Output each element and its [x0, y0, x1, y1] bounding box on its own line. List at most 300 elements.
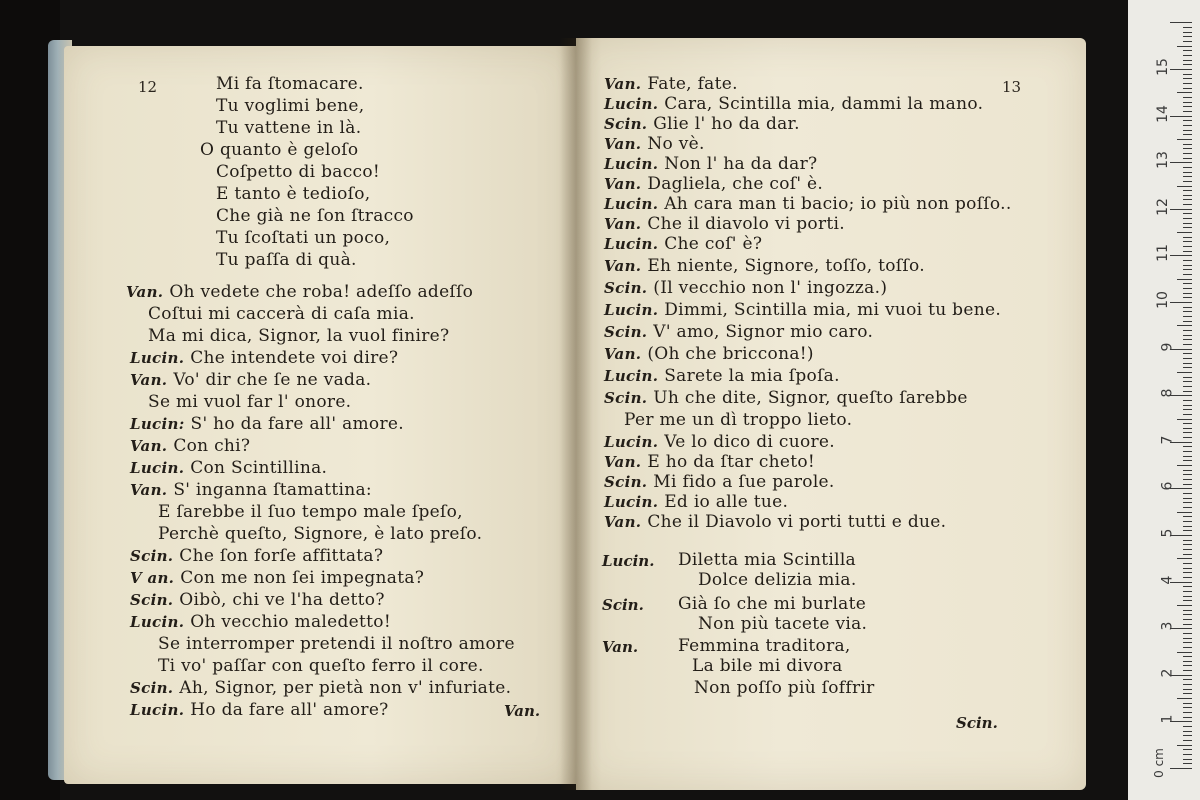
ruler-tick — [1183, 656, 1192, 657]
book-gutter — [560, 38, 592, 790]
speaker-name: Lucin. — [130, 613, 185, 631]
ruler-tick — [1183, 586, 1192, 587]
ruler-tick — [1183, 55, 1192, 56]
line-text: Oh vedete che roba! adeſſo adeſſo — [169, 282, 474, 302]
ruler-number: 14 — [1155, 104, 1172, 123]
ruler-tick — [1183, 246, 1192, 247]
right-page-line — [604, 366, 840, 386]
verse-line: Femmina traditora, — [678, 636, 851, 656]
ruler-tick — [1183, 474, 1192, 475]
speaker-name: Van. — [604, 135, 642, 153]
left-page-line — [130, 568, 424, 588]
ruler-tick — [1183, 125, 1192, 126]
ruler-tick — [1183, 530, 1192, 531]
ruler-tick — [1183, 41, 1192, 42]
left-page-line — [216, 96, 364, 116]
line-text: (Il vecchio non l' ingozza.) — [653, 278, 888, 298]
speaker-name: Scin. — [604, 115, 648, 133]
right-page-line — [604, 388, 968, 408]
line-text: Glie l' ho da dar. — [653, 114, 800, 134]
ruler-tick — [1183, 199, 1192, 200]
ruler-tick — [1183, 526, 1192, 527]
line-text: Tu ſcoſtati un poco, — [216, 228, 391, 248]
ruler-unit-label: 0 cm — [1152, 748, 1167, 778]
left-page-line — [158, 524, 482, 544]
speaker-name: Scin. — [604, 323, 648, 341]
ruler-number: 13 — [1155, 151, 1172, 170]
line-text: E ſarebbe il ſuo tempo male ſpeſo, — [158, 502, 463, 522]
ruler-tick — [1183, 749, 1192, 750]
speaker-name: Lucin. — [604, 235, 659, 253]
ruler-tick — [1183, 735, 1192, 736]
line-text: Ho da fare all' amore? — [190, 700, 389, 720]
ruler-number: 4 — [1159, 575, 1176, 585]
ruler-tick — [1177, 652, 1192, 653]
right-page-line — [604, 174, 823, 194]
open-book — [48, 18, 1088, 788]
ruler-tick — [1183, 358, 1192, 359]
ruler-number: 1 — [1159, 714, 1176, 724]
ruler-tick — [1183, 610, 1192, 611]
ruler-tick — [1183, 540, 1192, 541]
ruler-number: 2 — [1159, 668, 1176, 678]
ruler-tick — [1183, 591, 1192, 592]
ruler-tick — [1183, 316, 1192, 317]
right-page-line — [604, 492, 788, 512]
ruler-tick — [1177, 92, 1192, 93]
line-text: Tu vattene in là. — [216, 118, 362, 138]
left-catchword: Van. — [504, 702, 541, 720]
ruler-tick — [1183, 689, 1192, 690]
line-text: O quanto è geloſo — [200, 140, 359, 160]
ruler-tick — [1183, 227, 1192, 228]
ruler-tick — [1177, 186, 1192, 187]
line-text: Ah, Signor, per pietà non v' infuriate. — [179, 678, 512, 698]
verse-line: Già ſo che mi burlate — [678, 594, 867, 614]
ruler-tick — [1183, 600, 1192, 601]
right-page-line — [604, 134, 705, 154]
ruler-tick — [1177, 232, 1192, 233]
ruler-tick — [1183, 111, 1192, 112]
ruler-tick — [1183, 763, 1192, 764]
ruler-tick — [1183, 759, 1192, 760]
speaker-name: Van. — [604, 175, 642, 193]
speaker-name: Lucin. — [604, 433, 659, 451]
ruler-tick — [1183, 712, 1192, 713]
ruler-tick — [1183, 544, 1192, 545]
ruler-tick — [1183, 311, 1192, 312]
right-catchword: Scin. — [956, 714, 998, 732]
right-page-line — [604, 452, 815, 472]
right-page-line — [604, 278, 887, 298]
speaker-name: Scin. — [130, 679, 174, 697]
ruler-tick — [1183, 679, 1192, 680]
right-page-line — [604, 194, 1012, 214]
ruler-number: 5 — [1159, 528, 1176, 538]
right-page-line — [604, 300, 1001, 320]
left-page-line — [130, 612, 391, 632]
ruler-tick — [1183, 381, 1192, 382]
line-text: Ah cara man ti bacio; io più non poſſo.. — [664, 194, 1012, 214]
ruler-tick — [1183, 731, 1192, 732]
right-page-line — [604, 74, 738, 94]
ruler-tick — [1183, 204, 1192, 205]
left-page-line — [130, 414, 404, 434]
ruler-tick — [1183, 64, 1192, 65]
speaker-name: Van. — [604, 215, 642, 233]
speaker-name: Scin. — [130, 547, 174, 565]
ruler-tick — [1170, 768, 1192, 769]
speaker-name: Lucin. — [604, 195, 659, 213]
speaker-name: Lucin. — [604, 493, 659, 511]
verse-speaker: Scin. — [602, 596, 644, 614]
ruler-tick — [1183, 74, 1192, 75]
ruler-tick — [1183, 619, 1192, 620]
left-page-line — [216, 228, 390, 248]
verse-line: La bile mi divora — [692, 656, 843, 676]
left-page-line — [216, 184, 370, 204]
line-text: Che ſon forſe affittata? — [179, 546, 384, 566]
ruler-tick — [1177, 745, 1192, 746]
line-text: Che intendete voi dire? — [190, 348, 399, 368]
ruler-tick — [1170, 162, 1192, 163]
ruler-tick — [1183, 88, 1192, 89]
speaker-name: Scin. — [604, 279, 648, 297]
right-page — [576, 38, 1086, 790]
right-page-line — [604, 94, 983, 114]
ruler-number: 6 — [1159, 481, 1176, 491]
ruler-tick — [1183, 274, 1192, 275]
line-text: Oh vecchio maledetto! — [190, 612, 391, 632]
verse-speaker: Van. — [602, 638, 639, 656]
speaker-name: V an. — [130, 569, 175, 587]
line-text: Che il diavolo vi porti. — [647, 214, 845, 234]
speaker-name: Van. — [130, 437, 168, 455]
ruler-tick — [1183, 213, 1192, 214]
right-page-line — [604, 512, 946, 532]
ruler-tick — [1177, 279, 1192, 280]
ruler-tick — [1183, 241, 1192, 242]
line-text: Ma mi dica, Signor, la vuol finire? — [148, 326, 450, 346]
line-text: Fate, fate. — [647, 74, 738, 94]
speaker-name: Van. — [604, 513, 642, 531]
left-page-line — [126, 282, 473, 302]
right-page-line — [604, 344, 814, 364]
ruler-tick — [1177, 372, 1192, 373]
ruler-tick — [1183, 446, 1192, 447]
line-text: Tu voglimi bene, — [216, 96, 365, 116]
ruler-tick — [1183, 456, 1192, 457]
right-page-line — [604, 256, 925, 276]
ruler-tick — [1183, 120, 1192, 121]
left-page-line — [158, 656, 484, 676]
verse-line: Dolce delizia mia. — [698, 570, 857, 590]
line-text: S' ho da fare all' amore. — [190, 414, 404, 434]
ruler-tick — [1183, 717, 1192, 718]
ruler-tick — [1177, 558, 1192, 559]
right-page-line — [604, 432, 835, 452]
ruler-tick — [1183, 386, 1192, 387]
left-page-line — [148, 392, 351, 412]
ruler-tick — [1183, 297, 1192, 298]
ruler-tick — [1183, 269, 1192, 270]
verse-line: Diletta mia Scintilla — [678, 550, 856, 570]
ruler-number: 12 — [1155, 197, 1172, 216]
ruler-tick — [1170, 255, 1192, 256]
ruler-tick — [1183, 377, 1192, 378]
ruler-tick — [1183, 479, 1192, 480]
left-page-line — [130, 700, 389, 720]
ruler-tick — [1183, 106, 1192, 107]
ruler-tick — [1183, 432, 1192, 433]
line-text: Ed io alle tue. — [664, 492, 789, 512]
line-text: Tu paſſa di quà. — [216, 250, 357, 270]
ruler-tick — [1183, 670, 1192, 671]
ruler-tick — [1183, 647, 1192, 648]
left-page-line — [130, 458, 327, 478]
speaker-name: Van. — [604, 257, 642, 275]
right-page-number: 13 — [1002, 78, 1022, 96]
ruler-tick — [1183, 32, 1192, 33]
line-text: V' amo, Signor mio caro. — [653, 322, 874, 342]
line-text: Ti vo' paſſar con queſto ferro il core. — [158, 656, 484, 676]
ruler-tick — [1170, 116, 1192, 117]
ruler-tick — [1183, 726, 1192, 727]
ruler-number: 8 — [1159, 388, 1176, 398]
ruler-tick — [1183, 638, 1192, 639]
ruler-tick — [1183, 451, 1192, 452]
right-page-line — [604, 114, 800, 134]
ruler-tick — [1183, 167, 1192, 168]
speaker-name: Van. — [604, 453, 642, 471]
ruler-tick — [1183, 158, 1192, 159]
speaker-name: Lucin. — [604, 155, 659, 173]
ruler-tick — [1177, 419, 1192, 420]
left-page-line — [148, 326, 449, 346]
ruler-tick — [1183, 596, 1192, 597]
ruler-tick — [1183, 97, 1192, 98]
ruler-tick — [1183, 521, 1192, 522]
ruler-tick — [1183, 195, 1192, 196]
ruler-tick — [1183, 405, 1192, 406]
ruler-tick — [1183, 27, 1192, 28]
ruler-tick — [1183, 470, 1192, 471]
ruler-tick — [1170, 22, 1192, 23]
ruler-tick — [1183, 172, 1192, 173]
ruler-tick — [1183, 344, 1192, 345]
ruler-tick — [1183, 693, 1192, 694]
ruler-tick — [1183, 130, 1192, 131]
ruler-tick — [1183, 176, 1192, 177]
speaker-name: Van. — [130, 481, 168, 499]
ruler-tick — [1183, 707, 1192, 708]
ruler-tick — [1177, 325, 1192, 326]
speaker-name: Van. — [126, 283, 164, 301]
ruler-tick — [1170, 302, 1192, 303]
ruler-tick — [1183, 423, 1192, 424]
ruler-tick — [1183, 353, 1192, 354]
speaker-name: Lucin. — [604, 367, 659, 385]
ruler-tick — [1177, 512, 1192, 513]
right-page-line — [604, 234, 762, 254]
ruler-tick — [1183, 307, 1192, 308]
left-page — [64, 46, 576, 784]
ruler-tick — [1183, 144, 1192, 145]
speaker-name: Van. — [130, 371, 168, 389]
ruler-tick — [1183, 549, 1192, 550]
ruler-number: 7 — [1159, 435, 1176, 445]
speaker-name: Van. — [604, 345, 642, 363]
ruler-number: 15 — [1155, 58, 1172, 76]
line-text: E ho da ſtar cheto! — [647, 452, 816, 472]
ruler-tick — [1183, 339, 1192, 340]
ruler-tick — [1183, 507, 1192, 508]
ruler-tick — [1183, 614, 1192, 615]
ruler-tick — [1183, 60, 1192, 61]
ruler-tick — [1183, 260, 1192, 261]
left-page-line — [216, 118, 361, 138]
right-page-line — [604, 154, 817, 174]
line-text: Con Scintillina. — [190, 458, 328, 478]
ruler-tick — [1183, 484, 1192, 485]
ruler-tick — [1183, 437, 1192, 438]
ruler-tick — [1183, 414, 1192, 415]
speaker-name: Lucin. — [130, 459, 185, 477]
ruler-tick — [1177, 698, 1192, 699]
left-page-line — [130, 678, 511, 698]
ruler-tick — [1183, 740, 1192, 741]
measuring-ruler — [1128, 0, 1200, 800]
right-page-line — [604, 322, 873, 342]
ruler-tick — [1183, 516, 1192, 517]
speaker-name: Lucin. — [604, 95, 659, 113]
left-page-line — [158, 502, 463, 522]
left-page-line — [216, 250, 357, 270]
ruler-tick — [1183, 391, 1192, 392]
speaker-name: Scin. — [604, 389, 648, 407]
speaker-name: Van. — [604, 75, 642, 93]
line-text: Cara, Scintilla mia, dammi la mano. — [664, 94, 984, 114]
left-page-line — [216, 206, 414, 226]
line-text: (Oh che briccona!) — [647, 344, 814, 364]
left-page-line — [200, 140, 358, 160]
line-text: Ve lo dico di cuore. — [664, 432, 835, 452]
left-page-number: 12 — [138, 78, 158, 96]
ruler-tick — [1183, 754, 1192, 755]
right-page-line — [604, 214, 845, 234]
ruler-tick — [1183, 554, 1192, 555]
ruler-number: 11 — [1155, 244, 1172, 263]
ruler-tick — [1183, 502, 1192, 503]
line-text: Oibò, chi ve l'ha detto? — [179, 590, 385, 610]
left-page-line — [130, 348, 398, 368]
line-text: Che coſ' è? — [664, 234, 763, 254]
line-text: Coſpetto di bacco! — [216, 162, 381, 182]
ruler-tick — [1183, 78, 1192, 79]
line-text: Con chi? — [173, 436, 251, 456]
ruler-number: 10 — [1155, 291, 1172, 309]
ruler-tick — [1183, 321, 1192, 322]
ruler-tick — [1183, 237, 1192, 238]
line-text: Dimmi, Scintilla mia, mi vuoi tu bene. — [664, 300, 1002, 320]
ruler-tick — [1183, 572, 1192, 573]
ruler-tick — [1183, 493, 1192, 494]
line-text: Mi fa ſtomacare. — [216, 74, 364, 94]
ruler-tick — [1183, 460, 1192, 461]
left-page-line — [130, 590, 385, 610]
line-text: Uh che dite, Signor, queſto ſarebbe — [653, 388, 968, 408]
ruler-number: 9 — [1159, 342, 1176, 352]
ruler-tick — [1183, 223, 1192, 224]
ruler-tick — [1183, 633, 1192, 634]
left-page-line — [216, 74, 364, 94]
right-page-line — [604, 472, 835, 492]
ruler-tick — [1183, 367, 1192, 368]
line-text: Con me non ſei impegnata? — [180, 568, 425, 588]
ruler-tick — [1183, 283, 1192, 284]
line-text: Non l' ha da dar? — [664, 154, 818, 174]
line-text: Per me un dì troppo lieto. — [624, 410, 853, 430]
speaker-name: Lucin. — [130, 701, 185, 719]
ruler-tick — [1183, 624, 1192, 625]
speaker-name: Lucin: — [130, 415, 185, 433]
ruler-tick — [1183, 153, 1192, 154]
left-page-line — [216, 162, 380, 182]
ruler-tick — [1183, 661, 1192, 662]
ruler-tick — [1183, 563, 1192, 564]
left-page-line — [130, 370, 371, 390]
speaker-name: Scin. — [130, 591, 174, 609]
ruler-tick — [1183, 568, 1192, 569]
ruler-tick — [1183, 703, 1192, 704]
line-text: Vo' dir che ſe ne vada. — [173, 370, 372, 390]
line-text: Se interromper pretendi il noſtro amore — [158, 634, 515, 654]
ruler-tick — [1183, 684, 1192, 685]
line-text: S' inganna ſtamattina: — [173, 480, 372, 500]
verse-line: Non più tacete via. — [698, 614, 868, 634]
line-text: No vè. — [647, 134, 705, 154]
ruler-tick — [1183, 83, 1192, 84]
verse-speaker: Lucin. — [602, 552, 655, 570]
left-page-line — [148, 304, 415, 324]
ruler-tick — [1170, 69, 1192, 70]
ruler-tick — [1183, 498, 1192, 499]
ruler-tick — [1183, 218, 1192, 219]
ruler-tick — [1183, 251, 1192, 252]
ruler-tick — [1183, 50, 1192, 51]
ruler-tick — [1183, 409, 1192, 410]
ruler-tick — [1177, 465, 1192, 466]
line-text: Coſtui mi caccerà di caſa mia. — [148, 304, 415, 324]
ruler-tick — [1177, 605, 1192, 606]
line-text: Sarete la mia ſpoſa. — [664, 366, 840, 386]
right-page-line — [624, 410, 852, 430]
ruler-tick — [1183, 288, 1192, 289]
ruler-tick — [1183, 400, 1192, 401]
line-text: Che già ne ſon ſtracco — [216, 206, 414, 226]
ruler-tick — [1183, 642, 1192, 643]
ruler-tick — [1170, 209, 1192, 210]
ruler-number: 3 — [1159, 621, 1176, 631]
line-text: Dagliela, che coſ' è. — [647, 174, 824, 194]
ruler-tick — [1183, 265, 1192, 266]
line-text: Perchè queſto, Signore, è lato preſo. — [158, 524, 483, 544]
ruler-tick — [1183, 293, 1192, 294]
ruler-tick — [1183, 665, 1192, 666]
left-page-line — [130, 480, 372, 500]
ruler-tick — [1183, 148, 1192, 149]
ruler-tick — [1183, 335, 1192, 336]
